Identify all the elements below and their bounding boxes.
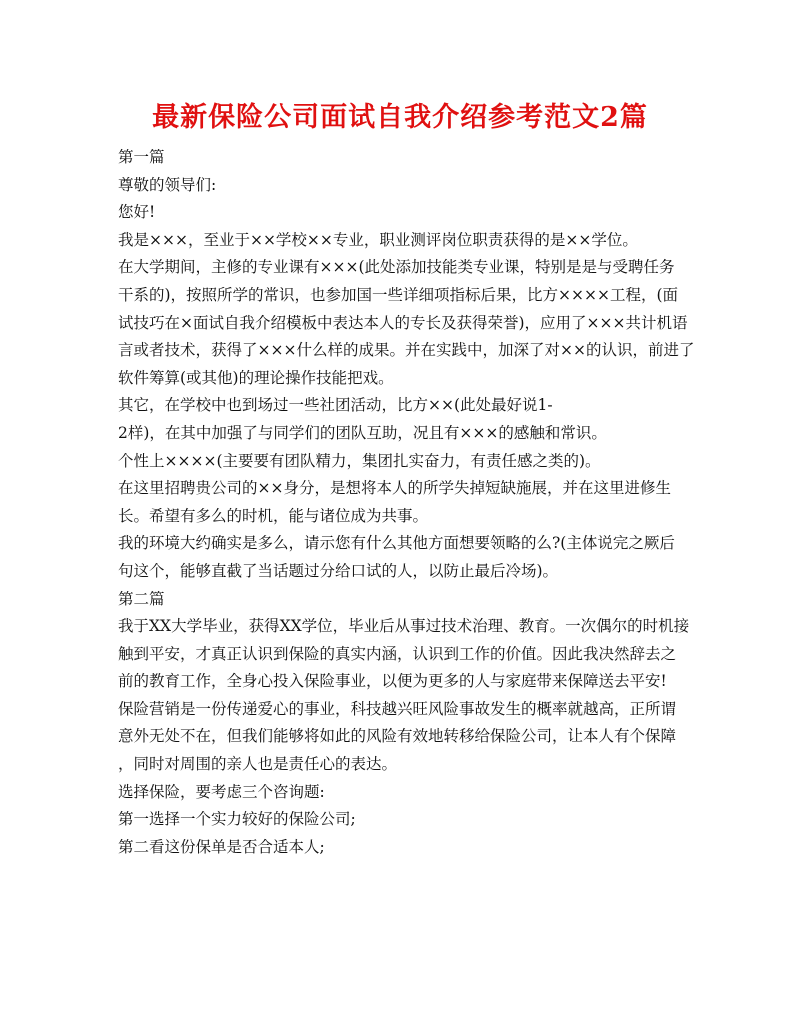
paragraph-line: 在大学期间，主修的专业课有×××(此处添加技能类专业课，特别是是与受聘任务 xyxy=(118,258,675,277)
document-body xyxy=(118,144,695,861)
paragraph-line: 意外无处不在，但我们能够将如此的风险有效地转移给保险公司，让本人有个保障 xyxy=(118,727,677,746)
paragraph-line: 干系的)，按照所学的常识，也参加国一些详细项指标后果，比方××××工程，(面 xyxy=(118,285,679,304)
paragraph-line: 我的环境大约确实是多么，请示您有什么其他方面想要领略的么?(主体说完之厥后 xyxy=(118,534,675,553)
paragraph-line: 我是×××，至业于××学校××专业，职业测评岗位职责获得的是××学位。 xyxy=(118,230,638,249)
paragraph-line: 第二看这份保单是否合适本人; xyxy=(118,837,325,856)
paragraph-line: 我于XX大学毕业，获得XX学位，毕业后从事过技术治理、教育。一次偶尔的时机接 xyxy=(118,617,690,636)
paragraph-line: 个性上××××(主要要有团队精力，集团扎实奋力，有责任感之类的)。 xyxy=(118,451,601,470)
paragraph-line: 前的教育工作，全身心投入保险事业，以便为更多的人与家庭带来保障送去平安! xyxy=(118,672,667,691)
paragraph-line: 句这个，能够直截了当话题过分给口试的人，以防止最后冷场)。 xyxy=(118,561,559,580)
salutation: 尊敬的领导们: xyxy=(118,175,217,194)
paragraph-line: 保险营销是一份传递爱心的事业，科技越兴旺风险事故发生的概率就越高，正所谓 xyxy=(118,699,677,718)
paragraph-line: 长。希望有多么的时机，能与诸位成为共事。 xyxy=(118,506,429,525)
paragraph-line: 试技巧在×面试自我介绍模板中表达本人的专长及获得荣誉)，应用了×××共计机语 xyxy=(118,313,688,332)
section-heading-1: 第一篇 xyxy=(118,148,165,166)
paragraph-line: 其它，在学校中也到场过一些社团活动，比方××(此处最好说1- xyxy=(118,396,553,415)
paragraph-line: 软件筹算(或其他)的理论操作技能把戏。 xyxy=(118,368,394,387)
paragraph-line: 在这里招聘贵公司的××身分，是想将本人的所学失掉短缺施展，并在这里进修生 xyxy=(118,479,671,498)
paragraph-line: 触到平安，才真正认识到保险的真实内涵，认识到工作的价值。因此我决然辞去之 xyxy=(118,644,677,663)
paragraph-line: 言或者技术，获得了×××什么样的成果。并在实践中，加深了对××的认识，前进了 xyxy=(118,341,695,360)
paragraph-line: 选择保险，要考虑三个咨询题: xyxy=(118,782,325,801)
paragraph-line: 2样)，在其中加强了与同学们的团队互助，况且有×××的感触和常识。 xyxy=(118,423,607,442)
greeting: 您好! xyxy=(118,203,156,222)
document-title: 最新保险公司面试自我介绍参考范文2篇 xyxy=(152,102,648,133)
paragraph-line: 第一选择一个实力较好的保险公司; xyxy=(118,810,356,829)
section-heading-2: 第二篇 xyxy=(118,589,165,608)
paragraph-line: ，同时对周围的亲人也是责任心的表达。 xyxy=(118,755,398,774)
